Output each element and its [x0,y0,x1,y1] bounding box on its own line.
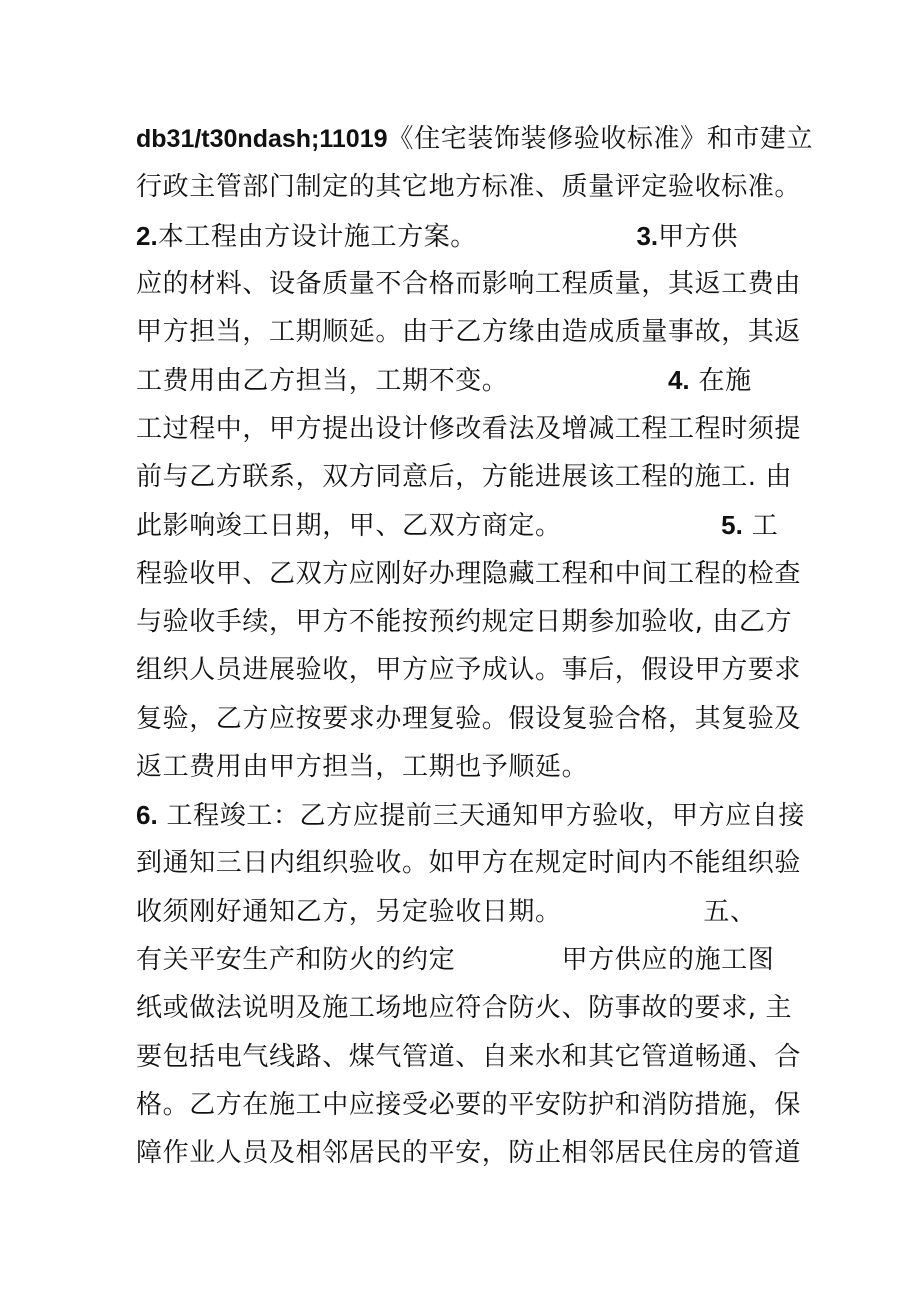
line-text: 组织人员进展验收，甲方应予成认。事后，假设甲方要求 [136,655,802,686]
line-text: 要包括电气线路、煤气管道、自来水和其它管道畅通、合 [136,1041,802,1072]
text-line [136,1081,802,1129]
text-line [136,791,805,839]
line-text: 与验收手续，甲方不能按预约规定日期参加验收, 由乙方 [136,606,793,637]
line-text: 本工程由方设计施工方案。 [157,221,637,252]
line-text: 工费用由乙方担当，工期不变。 [136,366,668,397]
text-line [136,984,796,1032]
text-line [136,839,802,887]
text-line [136,260,802,308]
line-text: 行政主管部门制定的其它地方标准、质量评定验收标准。 [136,172,802,203]
line-text: 在施 [689,366,752,397]
item-number: 6. [136,800,158,831]
text-line [136,646,802,694]
text-line [136,212,796,260]
item-number: 5. [721,510,743,541]
line-text: 工 [742,511,779,542]
text-line [136,405,802,453]
text-line [136,695,802,743]
text-line [136,501,796,549]
line-text: 《住宅装饰装修验收标准》和市建立 [387,124,814,154]
item-number: 4. [667,365,690,396]
line-text: 程验收甲、乙双方应刚好办理隐藏工程和中间工程的检查 [136,558,802,589]
line-text: 格。乙方在施工中应接受必要的平安防护和消防措施，保 [136,1089,802,1120]
text-line [136,308,802,356]
text-line [136,115,814,163]
line-text: 复验，乙方应按要求办理复验。假设复验合格，其复验及 [136,703,802,734]
text-line [136,550,802,598]
line-text: 障作业人员及相邻居民的平安，防止相邻居民住房的管道 [136,1138,802,1169]
text-line [136,936,796,984]
text-line [136,356,796,404]
item-number: 3. [636,220,659,251]
line-text: 返工费用由甲方担当，工期也予顺延。 [136,751,589,782]
text-line [136,163,802,211]
line-text: 纸或做法说明及施工场地应符合防火、防事故的要求, 主 [136,993,793,1024]
document-body [136,115,814,1178]
line-text: 甲方担当，工期顺延。由于乙方缘由造成质量事故，其返 [136,317,802,348]
line-text: 到通知三日内组织验收。如甲方在规定时间内不能组织验 [136,848,802,879]
line-text: 此影响竣工日期，甲、乙双方商定。 [136,511,722,542]
text-line [136,453,796,501]
text-line [136,888,796,936]
line-text: 收须刚好通知乙方，另定验收日期。 五、 [136,896,757,927]
line-text: 应的材料、设备质量不合格而影响工程质量，其返工费由 [136,268,802,299]
line-text: 工程竣工：乙方应提前三天通知甲方验收，甲方应自接 [157,801,805,832]
line-text: 工过程中，甲方提出设计修改看法及增减工程工程时须提 [136,413,802,444]
standard-code: db31/t30ndash;11019 [136,125,388,153]
text-line [136,1033,802,1081]
item-number: 2. [136,220,158,251]
line-text: 前与乙方联系，双方同意后，方能进展该工程的施工. 由 [136,462,793,493]
line-text: 有关平安生产和防火的约定 甲方供应的施工图 [136,945,775,976]
text-line [136,743,796,791]
text-line [136,1129,802,1177]
line-text: 甲方供 [658,221,738,252]
text-line [136,598,796,646]
